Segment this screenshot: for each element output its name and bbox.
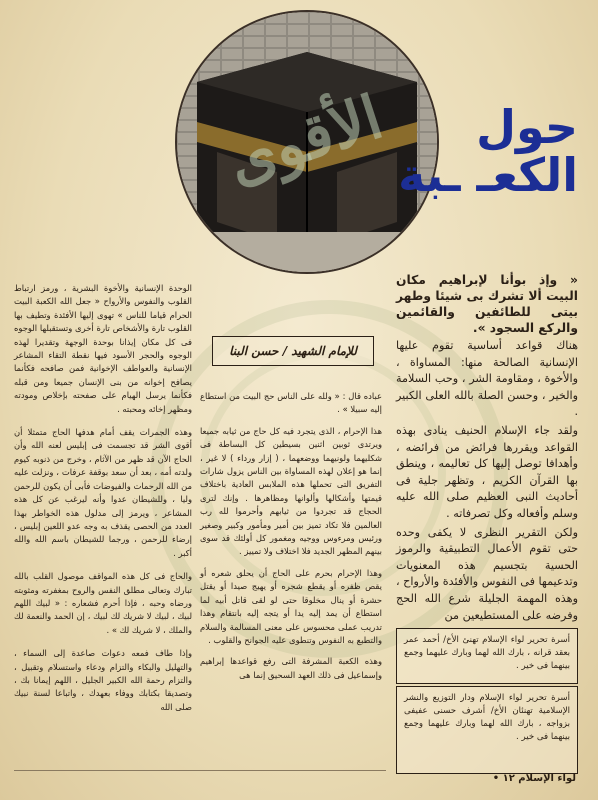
quran-verse: « وإذ بوأنا لإبراهيم مكان البيت ألا تشرك بى شيئا وطهر بيتى للطائفين والقائمين والركع السجود ». [396,273,578,335]
paragraph: وهذا الإحرام بحرم على الحاج أن يحلق شعره أو يقص ظفره أو يقطع شجره أو يهيج صيدا أو يقتل حشرة أو ينال مخلوقا حتى لو لقى قاتل أبيه لما استطاع أن يمد إليه يدا أو يتجه إليه بانتقام وهذا تدريب عملى محسوس على معنى المسالمة والسلام والتطبع به النفوس وتنطوى عليه الجوانح والقلوب . [200,567,382,645]
paragraph: ولقد جاء الإسلام الحنيف ينادى بهذه القواعد ويقررها فرائض من فرائضه ، وأهدافا توصل إليها كل تعاليمه ، وينطق بها القرآن الكريم ، وتظهر جلية فى أحاديث النبى العظيم صلى الله عليه وسلم وأفعاله وكل تصرفاته . [396,423,578,520]
paragraph: هناك قواعد أساسية تقوم عليها الإنسانية الصالحة منها: المساواة ، والأخوة ، ومقاومة الشر ، وحب السلامة والخير ، وحسن الصلة بالله العلى الكبير . [396,339,578,419]
page-footer: لواء الإسلام ١٢ • [492,773,576,784]
article-title-line1: حول [476,100,578,154]
column-middle [200,390,382,690]
kaaba-decoration-text: الأقوى [219,82,391,198]
article-title-line2: الكعـ ـبة [398,148,578,202]
paragraph: هذا الإحرام ، الذى يتجرد فيه كل حاج من ثيابه جميعا ويرتدى ثوبين اثنين بسيطين كل البساطة فى شكليهما ولونيهما ووضعهما ، ( إزار ورداء ) لا غير ، إنما هو إعلان لهذه المساواة بين الناس يزول شارات التفريق التى تحملها هذه الملابس العادية باختلاف قيمتها وأشكالها وألوانها ومظاهرها . وإنك لترى الحجاج قد تجردوا من ثيابهم وأحرموا لله رب العالمين فلا تكاد تميز بين أمير ومأمور وكبير وصغير ورئيس ومرءوس ووجيه ومغمور كل أولئك قد سوى بينهم المظهر الجديد فلا اختلاف ولا تمييز . [200,425,382,557]
paragraph: ولكن التقرير النظرى لا يكفى وحده حتى تقوم الأعمال التطبيقية والرموز الحسية بتجسيم هذه المعنويات وتدعيمها فى النفوس والأفئدة والأرواح ، وهذه المهمة الجليلة شرع الله الحج وفرضه على المستطيعين من [396,525,578,622]
paragraph: الوحدة الإنسانية والأخوة البشرية ، ورمز ارتباط القلوب والنفوس والأرواح « جعل الله الكعبة البيت الحرام قياما للناس » تهوى إليها الأفئدة وتطيف بها القلوب تارة والأشخاص تارة أخرى وتستقبلها الوجوه فى كل مكان إيذانا بوحدة الوجهة وتقديرا لهذه الوجوه والحجر الأسود فيها نقطة التقاء المشاعر الإنسانية والعواطف الإخوانية فمن صافحه فكأنما يصافح إخوانه من بنى الإنسان جميعا ومن قبله فكأنما يرسل الهيام على صفحته بإخلاص ومودته ومظهر إخائه ومحبته . [14,283,192,414]
paragraph: وهذه الجمرات يقف أمام هدفها الحاج متمثلا أن أقوى الشر قد تجسمت فى إبليس لعنه الله وأن الحاج الآن قد ظهر من الآثام ، وخرج من ذنوبه كيوم ولدته أمه ، بعد أن سعد بوقفة عرفات ، ونزلت عليه من الله الرحمات والفيوضات فأبى أن يكون للرحمن وليا ، وللشيطان عدوا وأنه ليرغب عن كل هذه المشاعر ، ويرمز إلى مدلول هذه الخواطر بهذا العدد من الحصى يقذف به وجه عدو اللعين إبليس ، إرضاء للرحمن ، ورجما للشيطان باسم الله والله أكبر . [14,427,192,558]
footer-divider [14,770,386,771]
congratulation-box-1: أسرة تحرير لواء الإسلام تهنئ الأخ/ أحمد عمر بعقد قرانه ، بارك الله لهما وبارك عليهما وجمع بينهما فى خير . [396,628,578,684]
paragraph: والحاج فى كل هذه المواقف موصول القلب بالله تبارك وتعالى مطلق النفس والروح بمغفرته ومثوبته ورضاه وحبه ، فإذا أحرم فشعاره : « لبيك اللهم لبيك ، لبيك لا شريك لك لبيك ، إن الحمد والنعمة لك والملك ، لا شريك لك » . [14,571,192,635]
author-box: للإمام الشهيد / حسن البنا [212,336,374,366]
column-right [396,272,578,626]
column-left [14,282,192,724]
paragraph: وهذه الكعبة المشرفة التى رفع قواعدها إبراهيم وإسماعيل فى ذلك العهد السحيق إنما هى [200,656,382,680]
congratulation-box-2: أسرة تحرير لواء الإسلام ودار التوزيع والنشر الإسلامية تهنئان الأخ/ أشرف حسنى عفيفى بزواجه ، بارك الله لهما وبارك عليهما وجمع بينهما فى خير . [396,686,578,774]
paragraph: عباده قال : « ولله على الناس حج البيت من استطاع إليه سبيلا » . [200,391,382,415]
paragraph: وإذا طاف فمعه دعوات صاعدة إلى السماء ، والتهليل والبكاء والتزام ودعاء واستسلام وتقبيل ، والتزام رحمة الله الكبير الجليل ، اللهم إيمانا بك ، وتصديقا بكتابك ووفاء بعهدك ، واتباعا لسنة نبيك صلى الله [14,648,192,712]
